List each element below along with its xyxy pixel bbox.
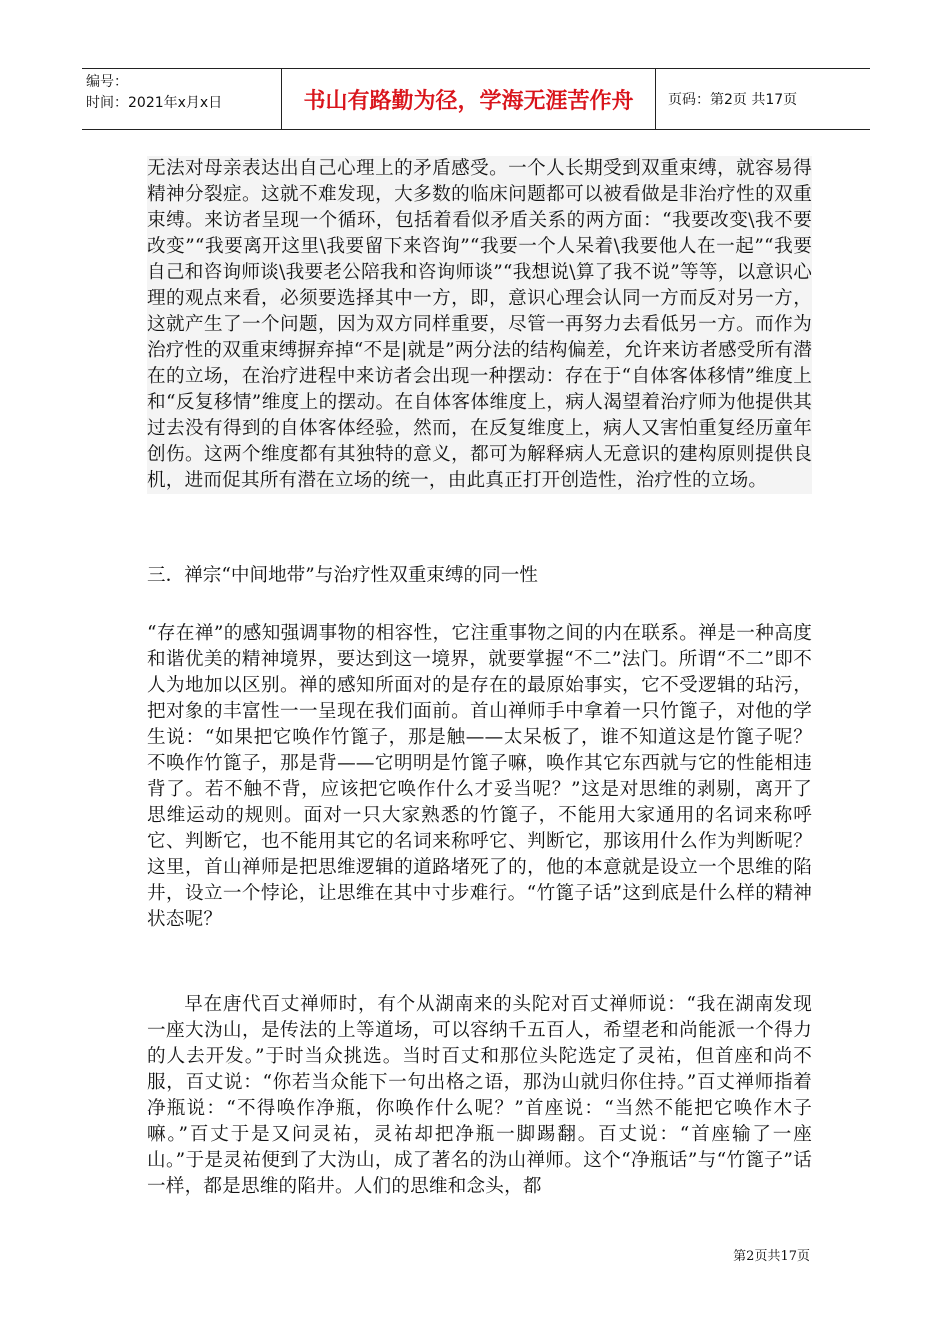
header-meta [82, 69, 282, 129]
page-header [82, 68, 870, 130]
body-paragraph-1: 无法对母亲表达出自己心理上的矛盾感受。一个人长期受到双重束缚，就容易得精神分裂症。这就不难发现，大多数的临床问题都可以被看做是非治疗性的双重束缚。来访者呈现一个循环，包括着看似矛盾关系的两方面：“我要改变\我不要改变”“我要离开这里\我要留下来咨询”“我要一个人呆着\我要他人在一起”“我要自己和咨询师谈\我要老公陪我和咨询师谈”“我想说\算了我不说”等等，以意识心理的观点来看，必须要选择其中一方，即，意识心理会认同一方而反对另一方，这就产生了一个问题，因为双方同样重要，尽管一再努力去看低另一方。而作为治疗性的双重束缚摒弃掉“不是|就是”两分法的结构偏差，允许来访者感受所有潜在的立场，在治疗进程中来访者会出现一种摆动：存在于“自体客体移情”维度上和“反复移情”维度上的摆动。在自体客体维度上，病人渴望着治疗师为他提供其过去没有得到的自体客体经验，然而，在反复维度上，病人又害怕重复经历童年创伤。这两个维度都有其独特的意义，都可为解释病人无意识的建构原则提供良机，进而促其所有潜在立场的统一，由此真正打开创造性，治疗性的立场。 [147, 156, 812, 494]
document-number-label: 编号： [86, 74, 128, 90]
header-page-info: 页码：第2页 共17页 [668, 92, 798, 108]
body-paragraph-3: 早在唐代百丈禅师时，有个从湖南来的头陀对百丈禅师说：“我在湖南发现一座大沩山，是传法的上等道场，可以容纳千五百人，希望老和尚能派一个得力的人去开发。”于时当众挑选。当时百丈和那位头陀选定了灵祐，但首座和尚不服，百丈说：“你若当众能下一句出格之语，那沩山就归你住持。”百丈禅师指着净瓶说：“不得唤作净瓶，你唤作什么呢？”首座说：“当然不能把它唤作木子嘛。”百丈于是又问灵祐，灵祐却把净瓶一脚踢翻。百丈说：“首座输了一座山。”于是灵祐便到了大沩山，成了著名的沩山禅师。这个“净瓶话”与“竹篦子”话一样，都是思维的陷井。人们的思维和念头，都 [147, 994, 812, 1197]
header-motto: 书山有路勤为径，学海无涯苦作舟 [282, 69, 656, 129]
page-footer: 第2页共17页 [733, 1249, 810, 1264]
document-time-label: 时间：2021年x月x日 [86, 95, 223, 111]
section-heading: 三．禅宗“中间地带”与治疗性双重束缚的同一性 [147, 565, 538, 586]
body-paragraph-2: “存在禅”的感知强调事物的相容性，它注重事物之间的内在联系。禅是一种高度和谐优美的精神境界，要达到这一境界，就要掌握“不二”法门。所谓“不二”即不人为地加以区别。禅的感知所面对的是存在的最原始事实，它不受逻辑的玷污，把对象的丰富性一一呈现在我们面前。首山禅师手中拿着一只竹篦子，对他的学生说：“如果把它唤作竹篦子，那是触——太呆板了，谁不知道这是竹篦子呢？不唤作竹篦子，那是背——它明明是竹篦子嘛，唤作其它东西就与它的性能相违背了。若不触不背，应该把它唤作什么才妥当呢？”这是对思维的剥剔，离开了思维运动的规则。面对一只大家熟悉的竹篦子，不能用大家通用的名词来称呼它、判断它，也不能用其它的名词来称呼它、判断它，那该用什么作为判断呢？这里，首山禅师是把思维逻辑的道路堵死了的，他的本意就是设立一个思维的陷井，设立一个悖论，让思维在其中寸步难行。“竹篦子话”这到底是什么样的精神状态呢？ [147, 623, 812, 930]
